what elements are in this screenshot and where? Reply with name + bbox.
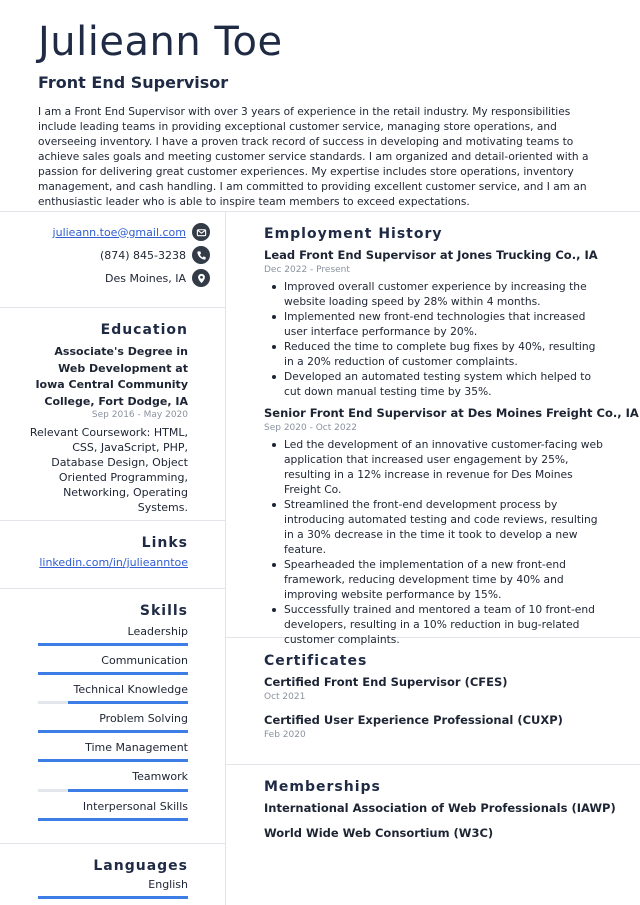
skill-label: Teamwork bbox=[132, 770, 188, 783]
skill-level-fill bbox=[68, 701, 188, 704]
phone-icon bbox=[192, 246, 210, 264]
education-dates: Sep 2016 - May 2020 bbox=[91, 410, 188, 420]
profile-summary: I am a Front End Supervisor with over 3 years of experience in the retail industry. My responsibilities include leading teams in providing exceptional customer service, managing store operations, and overseeing inventory. I have a proven track record of success in developing and motivating teams to achieve sales goals and meeting customer service standards. I am organized and detail-oriented with a passion for delivering great customer experiences. My expertise includes store operations, inventory management, and cash handling. I am committed to providing excellent customer service, and I am an enthusiastic leader who is able to inspire team members to exceed expectations. bbox=[38, 106, 589, 208]
job-title: Lead Front End Supervisor at Jones Trucking Co., IA bbox=[264, 248, 598, 262]
job-dates: Sep 2020 - Oct 2022 bbox=[264, 423, 358, 433]
certificates-divider bbox=[225, 764, 640, 765]
certificate-name: Certified Front End Supervisor (CFES) bbox=[264, 675, 508, 689]
skills-divider bbox=[0, 843, 225, 844]
skill-level-fill bbox=[38, 818, 188, 821]
mail-icon bbox=[192, 223, 210, 241]
certificates-heading: Certificates bbox=[264, 653, 368, 669]
job-bullet: Successfully trained and mentored a team of 10 front-end developers, resulting in a 10% reduction in bug-related customer complaints. bbox=[270, 602, 606, 647]
skill-level-fill bbox=[38, 759, 188, 762]
language-level-fill bbox=[38, 896, 188, 899]
education-divider bbox=[0, 520, 225, 521]
contact-phone-row bbox=[100, 245, 210, 265]
job-bullet: Developed an automated testing system which helped to cut down manual testing time by 35%. bbox=[270, 369, 606, 399]
language-label: English bbox=[148, 878, 188, 891]
skill-level-bar bbox=[38, 759, 188, 762]
skill-level-fill bbox=[68, 789, 188, 792]
job-bullet: Streamlined the front-end development process by introducing automated testing and code reviews, resulting in a 30% decrease in the time it took to develop a new feature. bbox=[270, 497, 606, 557]
education-coursework: Relevant Coursework: HTML, CSS, JavaScript, PHP, Database Design, Object Oriented Programming, Networking, Operating Systems. bbox=[29, 426, 188, 514]
job-dates: Dec 2022 - Present bbox=[264, 265, 350, 275]
linkedin-link[interactable]: linkedin.com/in/julieanntoe bbox=[39, 556, 188, 569]
language-level-bar bbox=[38, 896, 188, 899]
job-bullet: Reduced the time to complete bug fixes by 40%, resulting in a 20% reduction of customer complaints. bbox=[270, 339, 606, 369]
contact-email-row bbox=[53, 222, 210, 242]
job-bullet: Improved overall customer experience by increasing the website loading speed by 28% within 4 months. bbox=[270, 279, 606, 309]
skill-label: Interpersonal Skills bbox=[82, 800, 188, 813]
skill-label: Time Management bbox=[85, 741, 188, 754]
skill-level-bar bbox=[38, 672, 188, 675]
skill-level-bar bbox=[38, 818, 188, 821]
skill-level-bar bbox=[38, 643, 188, 646]
job-bullet: Led the development of an innovative customer-facing web application that increased user engagement by 25%, resulting in a 12% increase in revenue for Des Moines Freight Co. bbox=[270, 437, 606, 497]
phone-number: (874) 845-3238 bbox=[99, 248, 186, 262]
location-text: Des Moines, IA bbox=[105, 271, 186, 285]
job-bullet-list bbox=[270, 279, 606, 399]
membership-item: World Wide Web Consortium (W3C) bbox=[264, 826, 494, 840]
education-degree: Associate's Degree in Web Development at Iowa Central Community College, Fort Dodge, IA bbox=[35, 345, 188, 408]
skill-level-fill bbox=[38, 672, 188, 675]
job-bullet: Implemented new front-end technologies that increased user interface performance by 20%. bbox=[270, 309, 606, 339]
membership-item: International Association of Web Professionals (IAWP) bbox=[264, 801, 616, 815]
skills-heading: Skills bbox=[139, 603, 188, 619]
education-heading: Education bbox=[100, 322, 188, 338]
skill-level-bar bbox=[38, 701, 188, 704]
location-pin-icon bbox=[192, 269, 210, 287]
certificate-date: Oct 2021 bbox=[264, 692, 306, 702]
links-divider bbox=[0, 588, 225, 589]
employment-heading: Employment History bbox=[264, 226, 443, 242]
skill-level-fill bbox=[38, 730, 188, 733]
job-bullet-list bbox=[270, 437, 606, 647]
skill-level-bar bbox=[38, 789, 188, 792]
job-bullet: Spearheaded the implementation of a new front-end framework, reducing development time by 40% and improving website performance by 15%. bbox=[270, 557, 606, 602]
links-heading: Links bbox=[141, 535, 188, 551]
skill-level-bar bbox=[38, 730, 188, 733]
skill-label: Communication bbox=[101, 654, 188, 667]
certificate-date: Feb 2020 bbox=[264, 730, 306, 740]
memberships-heading: Memberships bbox=[264, 779, 381, 795]
skill-level-fill bbox=[38, 643, 188, 646]
certificate-name: Certified User Experience Professional (CUXP) bbox=[264, 713, 563, 727]
skill-label: Technical Knowledge bbox=[73, 683, 188, 696]
candidate-title: Front End Supervisor bbox=[38, 73, 229, 92]
contact-divider bbox=[0, 307, 225, 308]
languages-heading: Languages bbox=[93, 858, 188, 874]
skill-label: Problem Solving bbox=[99, 712, 188, 725]
skill-label: Leadership bbox=[127, 625, 188, 638]
column-divider bbox=[225, 211, 226, 905]
contact-location-row bbox=[105, 268, 210, 288]
email-link[interactable]: julieann.toe@gmail.com bbox=[52, 225, 186, 239]
header-divider bbox=[0, 211, 640, 212]
job-title: Senior Front End Supervisor at Des Moines Freight Co., IA bbox=[264, 406, 639, 420]
candidate-name: Julieann Toe bbox=[38, 19, 283, 65]
